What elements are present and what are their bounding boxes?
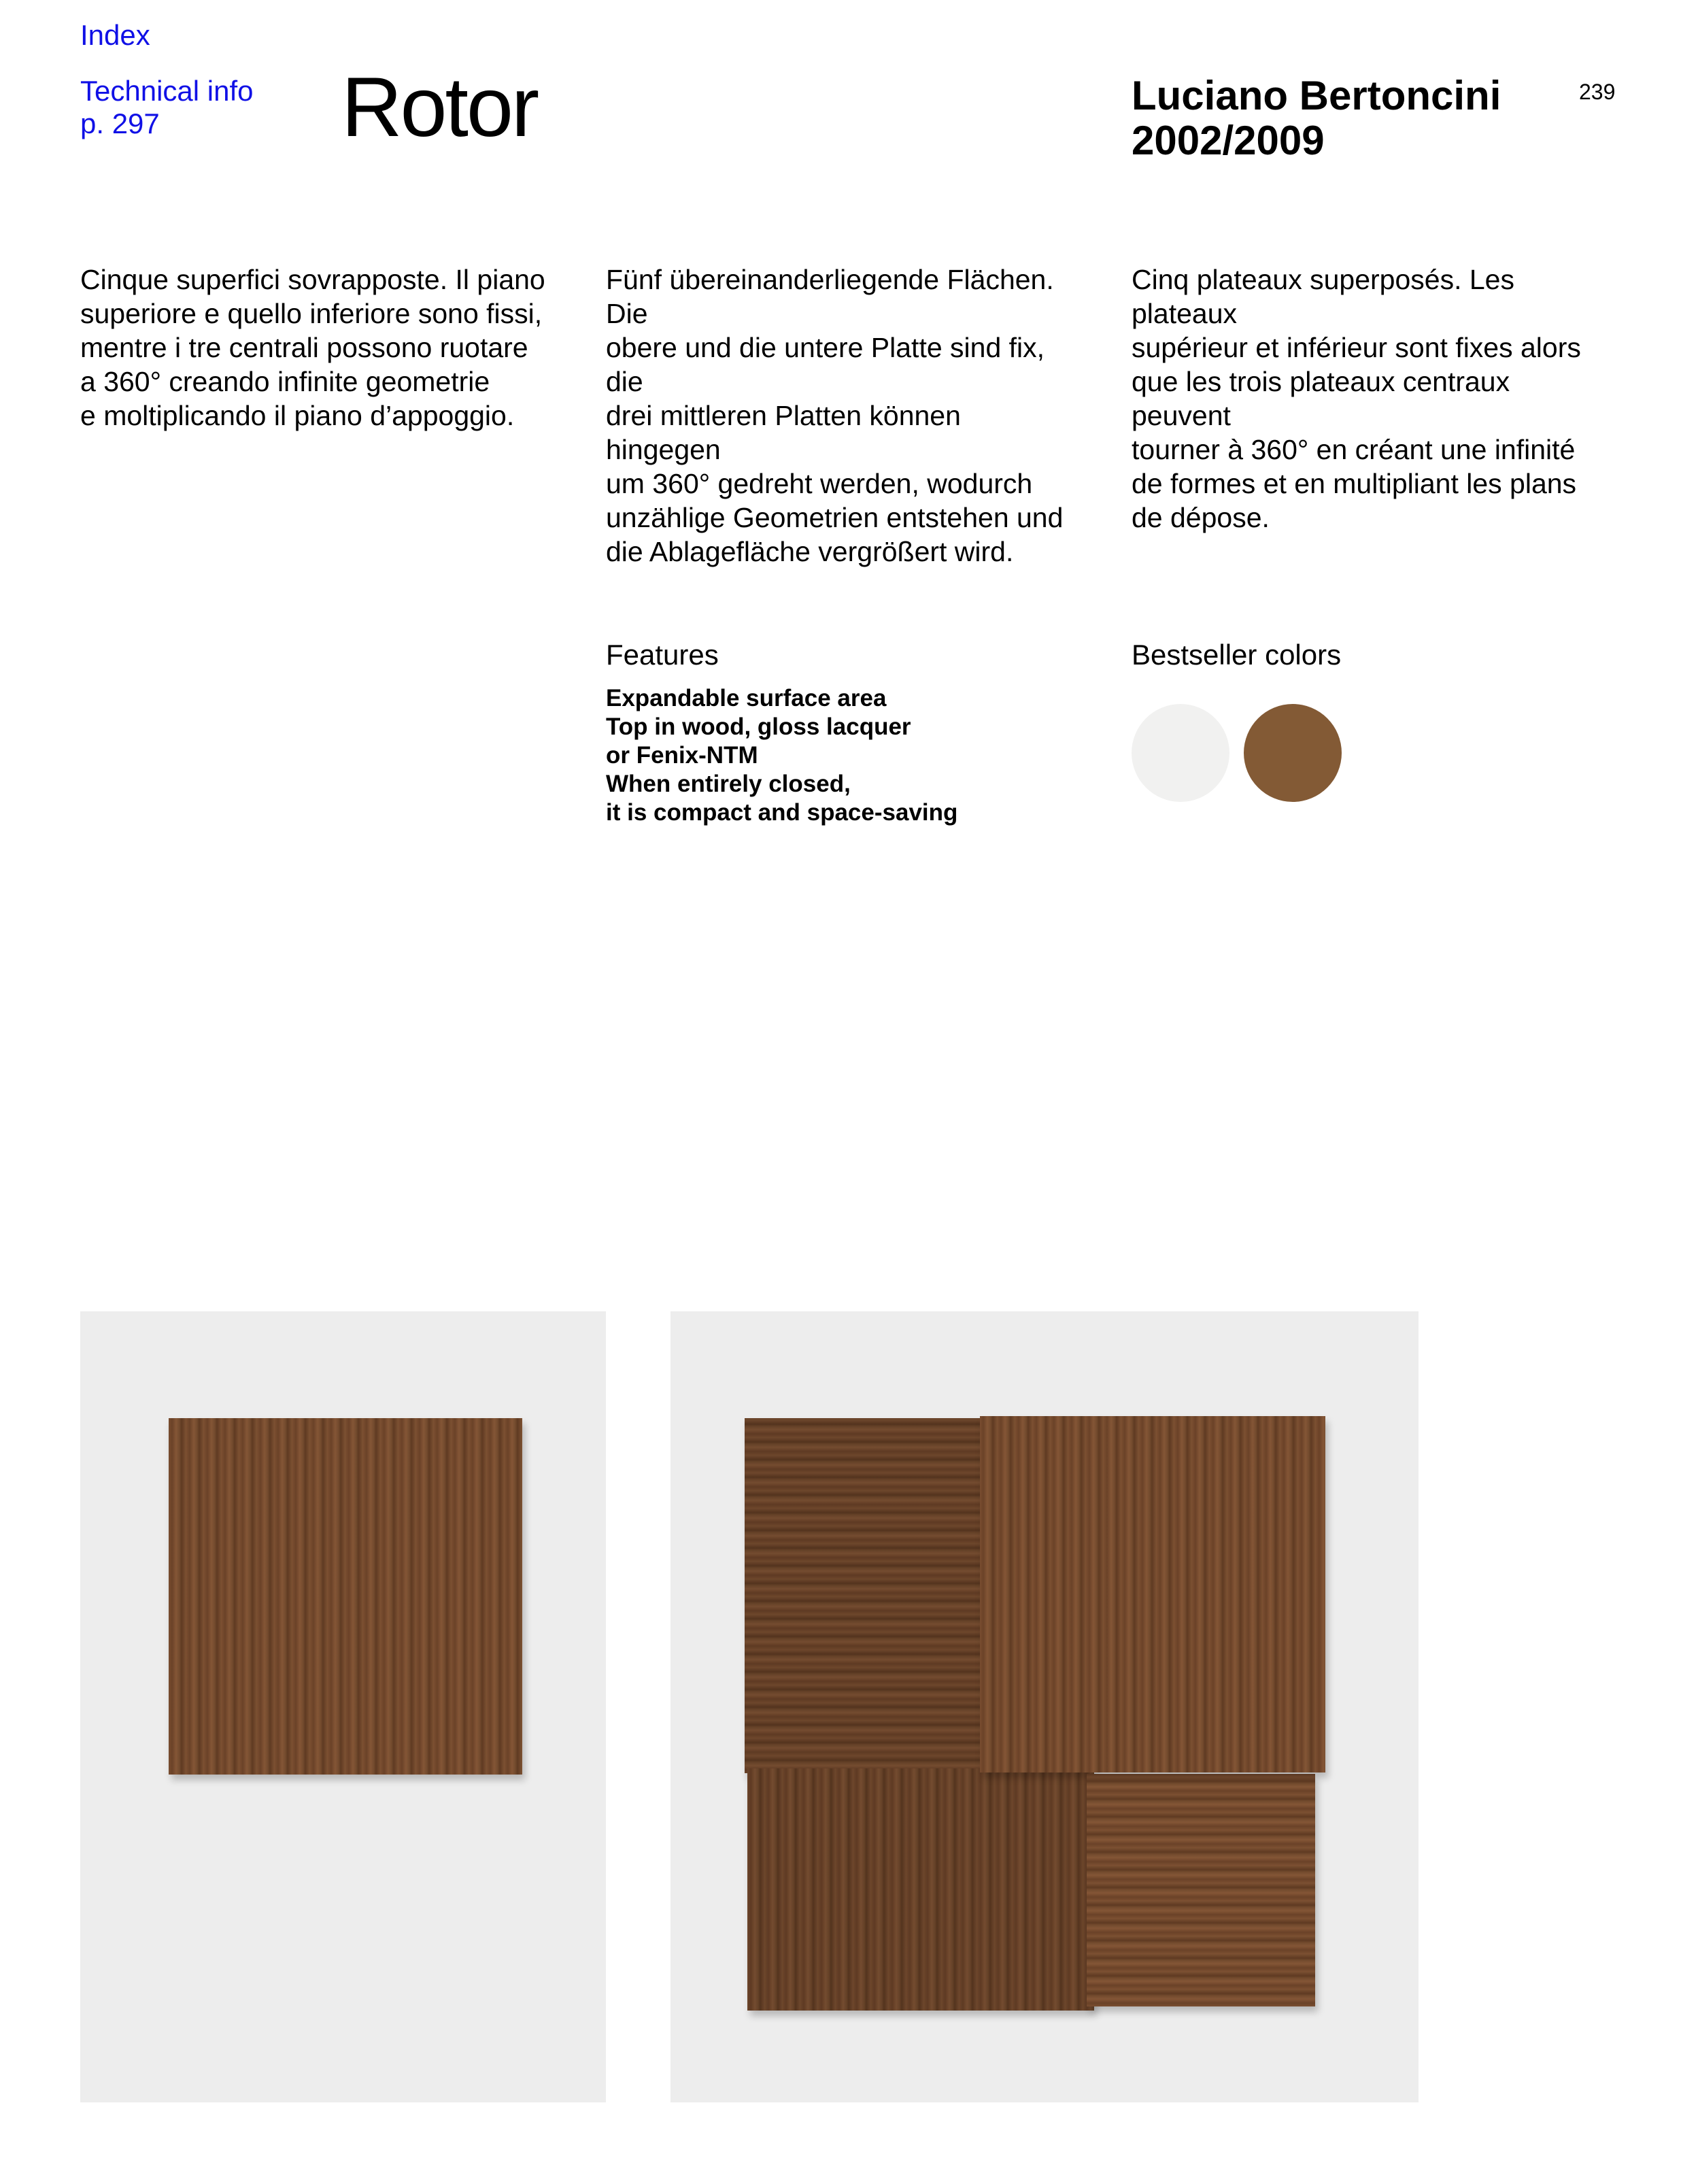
color-swatch-white[interactable]: [1132, 704, 1229, 802]
description-line: unzählige Geometrien entstehen und: [606, 502, 1064, 533]
wood-top-panel: [169, 1418, 522, 1775]
description-german: [606, 263, 1082, 569]
designer-block: [1132, 73, 1501, 163]
index-link[interactable]: Index: [80, 19, 150, 51]
technical-info-link[interactable]: [80, 75, 253, 140]
bestseller-colors-heading: Bestseller colors: [1132, 639, 1342, 671]
feature-item: it is compact and space-saving: [606, 799, 958, 826]
description-line: tourner à 360° en créant une infinité: [1132, 434, 1576, 465]
technical-info-label: Technical info: [80, 75, 254, 107]
description-line: que les trois plateaux centraux peuvent: [1132, 366, 1510, 431]
wood-panel-top-right: [980, 1416, 1325, 1773]
description-line: mentre i tre centrali possono ruotare: [80, 332, 528, 363]
designer-name: Luciano Bertoncini: [1132, 73, 1501, 118]
page-title: Rotor: [341, 61, 538, 154]
color-swatch-walnut[interactable]: [1244, 704, 1342, 802]
wood-panel-top-left: [745, 1418, 983, 1773]
feature-item: When entirely closed,: [606, 771, 851, 797]
wood-panel-bottom-left: [747, 1768, 1094, 2011]
wood-panel-bottom-right: [1087, 1774, 1315, 2006]
description-line: supérieur et inférieur sont fixes alors: [1132, 332, 1581, 363]
description-line: superiore e quello inferiore sono fissi,: [80, 298, 543, 329]
description-italian: [80, 263, 556, 433]
product-photo-open: [670, 1311, 1419, 2102]
description-line: de formes et en multipliant les plans: [1132, 468, 1577, 499]
features-list: [606, 684, 957, 827]
feature-item: Top in wood, gloss lacquer: [606, 713, 911, 740]
description-line: die Ablagefläche vergrößert wird.: [606, 536, 1014, 567]
description-line: de dépose.: [1132, 502, 1270, 533]
description-line: Fünf übereinanderliegende Flächen. Die: [606, 264, 1054, 329]
description-line: e moltiplicando il piano d’appoggio.: [80, 400, 515, 431]
feature-item: Expandable surface area: [606, 685, 887, 711]
page-number: 239: [1579, 80, 1616, 104]
description-line: um 360° gedreht werden, wodurch: [606, 468, 1033, 499]
product-photo-closed: [80, 1311, 606, 2102]
description-french: [1132, 263, 1608, 535]
technical-info-page: p. 297: [80, 107, 160, 139]
designer-years: 2002/2009: [1132, 118, 1325, 163]
features-heading: Features: [606, 639, 719, 671]
feature-item: or Fenix-NTM: [606, 742, 758, 769]
description-line: drei mittleren Platten können hingegen: [606, 400, 961, 465]
description-line: obere und die untere Platte sind fix, die: [606, 332, 1045, 397]
description-line: Cinque superfici sovrapposte. Il piano: [80, 264, 545, 295]
description-line: Cinq plateaux superposés. Les plateaux: [1132, 264, 1514, 329]
description-line: a 360° creando infinite geometrie: [80, 366, 490, 397]
